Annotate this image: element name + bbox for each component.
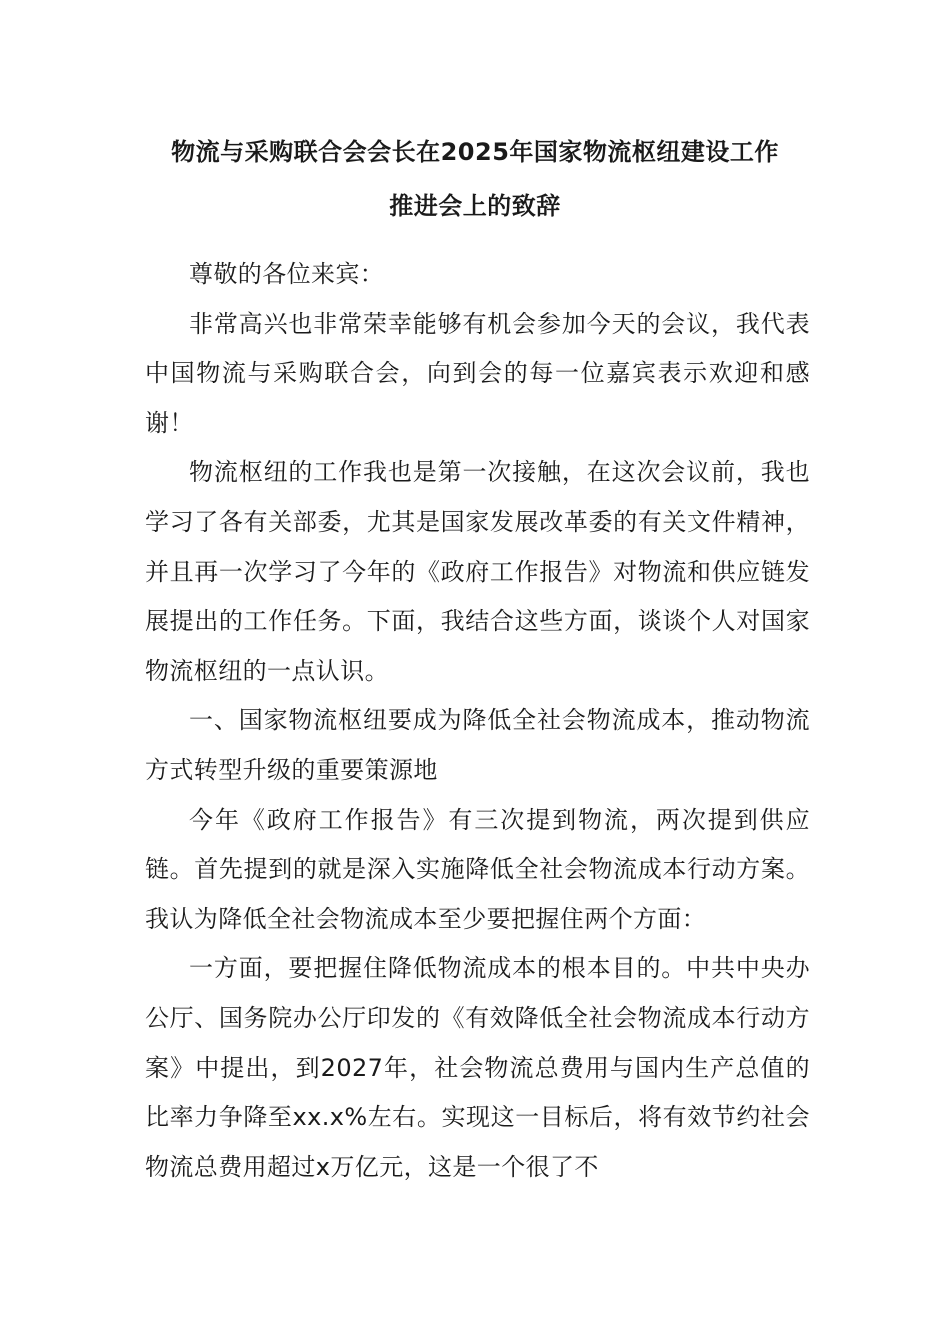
title-line-1: 物流与采购联合会会长在2025年国家物流枢纽建设工作	[171, 138, 779, 166]
document-title	[120, 125, 830, 233]
document-body	[145, 250, 810, 1192]
section-heading-1: 一、国家物流枢纽要成为降低全社会物流成本，推动物流方式转型升级的重要策源地	[145, 706, 810, 784]
title-line-2: 推进会上的致辞	[389, 192, 561, 220]
paragraph-introduction: 物流枢纽的工作我也是第一次接触，在这次会议前，我也学习了各有关部委，尤其是国家发展改革委的有关文件精神，并且再一次学习了今年的《政府工作报告》对物流和供应链发展提出的工作任务。下面，我结合这些方面，谈谈个人对国家物流枢纽的一点认识。	[145, 458, 810, 685]
paragraph-first-aspect: 一方面，要把握住降低物流成本的根本目的。中共中央办公厅、国务院办公厅印发的《有效降低全社会物流成本行动方案》中提出，到2027年，社会物流总费用与国内生产总值的比率力争降至xx.x%左右。实现这一目标后，将有效节约社会物流总费用超过x万亿元，这是一个很了不	[145, 954, 810, 1181]
paragraph-report: 今年《政府工作报告》有三次提到物流，两次提到供应链。首先提到的就是深入实施降低全社会物流成本行动方案。我认为降低全社会物流成本至少要把握住两个方面：	[145, 805, 810, 933]
paragraph-welcome: 非常高兴也非常荣幸能够有机会参加今天的会议，我代表中国物流与采购联合会，向到会的每一位嘉宾表示欢迎和感谢！	[145, 309, 810, 437]
salutation: 尊敬的各位来宾：	[189, 260, 385, 288]
